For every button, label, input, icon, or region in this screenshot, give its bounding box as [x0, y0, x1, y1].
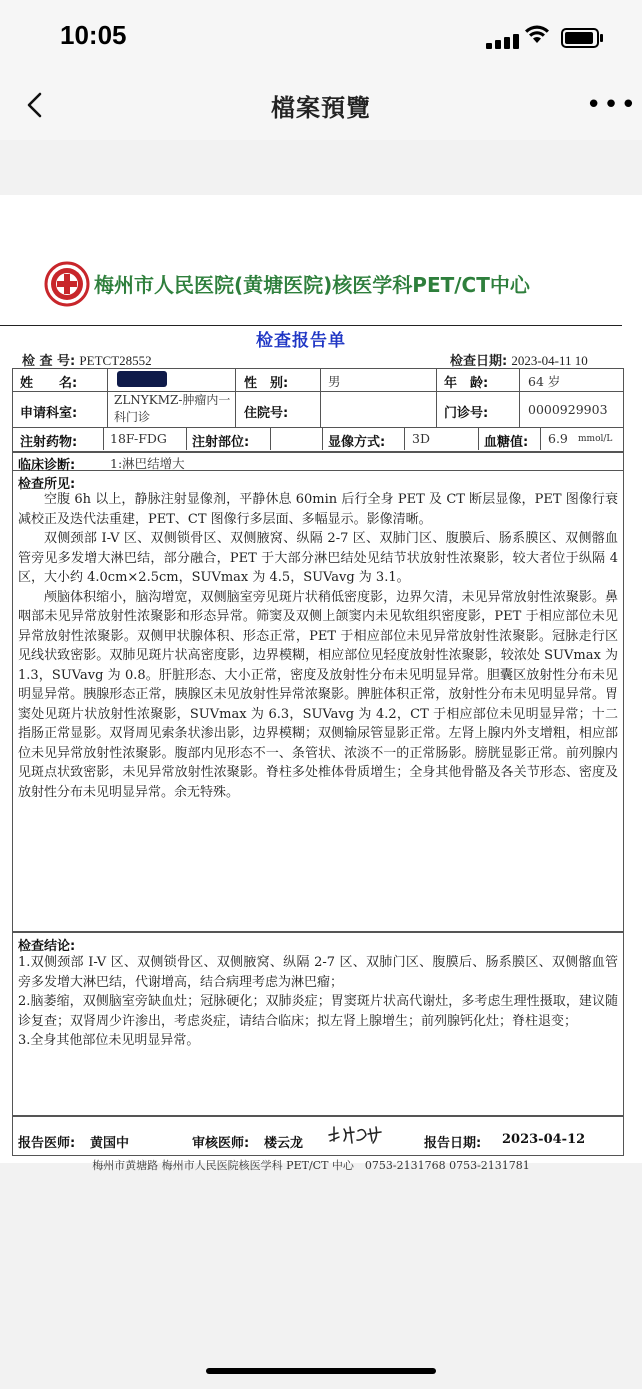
- age-label: 年 龄:: [444, 376, 489, 391]
- hospital-logo-icon: [44, 261, 90, 307]
- findings-text: [18, 490, 618, 802]
- status-time: 10:05: [60, 20, 127, 50]
- hospital-name: 梅州市人民医院(黄塘医院)核医学科PET/CT中心: [94, 273, 530, 297]
- dept-value: ZLNYKMZ-肿瘤内一科门诊: [114, 393, 231, 424]
- report-title: 检查报告单: [256, 331, 346, 351]
- footer-address: 梅州市黄塘路 梅州市人民医院核医学科 PET/CT 中心 0753-2131768 0753-2131781: [92, 1159, 530, 1172]
- reviewer: 楼云龙: [264, 1136, 304, 1151]
- document-preview[interactable]: [0, 195, 642, 1172]
- report-date-label: 报告日期:: [424, 1136, 482, 1151]
- page-title: 檔案預覽: [271, 94, 371, 122]
- diagnosis-value: 1:淋巴结增大: [110, 456, 185, 471]
- exam-number-value: PETCT28552: [79, 353, 152, 368]
- glucose-value: 6.9: [548, 431, 568, 446]
- conclusion-label: 检查结论:: [18, 939, 76, 954]
- findings-paragraph: 空腹 6h 以上，静脉注射显像剂，平静休息 60min 后行全身 PET 及 CT 断层显像，PET 图像行衰减校正及迭代法重建，PET、CT 图像行多层面、多幅显示。影像清晰。: [18, 492, 618, 527]
- conclusion-item: 3.全身其他部位未见明显异常。: [18, 1033, 200, 1048]
- exam-date-label: 检查日期:: [450, 354, 508, 369]
- handwritten-signature: [326, 1123, 386, 1147]
- conclusion-text: [18, 953, 618, 1051]
- drug-value: 18F-FDG: [110, 431, 167, 446]
- drug-label: 注射药物:: [20, 435, 78, 450]
- glucose-unit: mmol/L: [578, 434, 613, 444]
- findings-paragraph: 颅脑体积缩小，脑沟增宽，双侧脑室旁见斑片状稍低密度影，边界欠清，未见异常放射性浓聚影。鼻咽部未见异常放射性浓聚影和形态异常。筛窦及双侧上颌窦内未见软组织密度影，PET 于相应部位未见异常放射性浓聚影。双侧甲状腺体积、形态正常，PET 于相应部位未见异常放射性浓聚影。冠脉走行区见线状致密影。双肺见斑片状高密度影，边界模糊，相应部位见轻度放射性浓聚影，较浓处 SUVmax 为 1.3，SUVavg 为 0.8。肝脏形态、大小正常，密度及放射性分布未见明显异常。胆囊区放射性分布未见明显异常。胰腺形态正常，胰腺区未见放射性异常浓聚影。脾脏体积正常，放射性分布未见明显异常。胃窦处见斑片状放射性浓聚影，SUVmax 为 6.3，SUVavg 为 4.2，CT 于相应部位未见明显异常；十二指肠正常显影。双肾周见索条状渗出影，边界模糊；双侧输尿管显影正常。左肾上腺内外支增粗，相应部位未见异常放射性浓聚影。腹部内见形态不一、条管状、浓淡不一的正常肠影。膀胱显影正常。前列腺内见斑点状致密影，未见异常放射性浓聚影。脊柱多处椎体骨质增生；全身其他骨骼及各关节形态、密度及放射性分布未见明显异常。余无特殊。: [18, 589, 618, 800]
- battery-icon: [561, 28, 599, 48]
- gender-label: 性 别:: [244, 376, 289, 391]
- findings-label: 检查所见:: [18, 477, 76, 492]
- conclusion-item: 2.脑萎缩，双侧脑室旁缺血灶；冠脉硬化；双肺炎症；胃窦斑片状高代谢灶，多考虑生理性摄取，建议随诊复查；双肾周少许渗出，考虑炎症，请结合临床；拟左肾上腺增生；前列腺钙化灶；脊柱退变；: [18, 994, 618, 1029]
- age-value: 64 岁: [528, 374, 561, 389]
- exam-date: [450, 350, 588, 369]
- glucose-label: 血糖值:: [484, 435, 529, 450]
- exam-number-label: 检 查 号:: [22, 354, 76, 369]
- outpatient-value: 0000929903: [528, 402, 608, 417]
- exam-date-value: 2023-04-11 10: [511, 353, 588, 368]
- navigation-bar: [0, 70, 642, 140]
- home-indicator[interactable]: [206, 1368, 436, 1374]
- mode-label: 显像方式:: [328, 435, 386, 450]
- report-date: 2023-04-12: [502, 1132, 586, 1147]
- report-doctor-label: 报告医师:: [18, 1136, 76, 1151]
- dept-label: 申请科室:: [20, 406, 78, 421]
- redacted-name: [117, 371, 167, 387]
- site-label: 注射部位:: [192, 435, 250, 450]
- report-doctor: 黄国中: [90, 1136, 130, 1151]
- findings-paragraph: 双侧颈部 I-V 区、双侧锁骨区、双侧腋窝、纵隔 2-7 区、双肺门区、腹膜后、肠系膜区、双侧髂血管旁见多发增大淋巴结，部分融合，PET 于大部分淋巴结处见结节状放射性浓聚影，较大者位于纵隔 4 区，大小约 4.0cm×2.5cm，SUVmax 为 4.5，SUVavg 为 3.1。: [18, 531, 618, 585]
- reviewer-label: 审核医师:: [192, 1136, 250, 1151]
- mode-value: 3D: [412, 431, 430, 446]
- more-options-icon[interactable]: •••: [586, 90, 639, 120]
- outpatient-label: 门诊号:: [444, 406, 489, 421]
- cellular-signal-icon: [486, 30, 522, 49]
- exam-number: [22, 350, 152, 369]
- wifi-icon: [524, 24, 550, 44]
- diagnosis-label: 临床诊断:: [18, 458, 76, 473]
- inpatient-label: 住院号:: [244, 406, 289, 421]
- status-bar: [0, 0, 642, 70]
- name-label: 姓 名:: [20, 376, 78, 391]
- conclusion-item: 1.双侧颈部 I-V 区、双侧锁骨区、双侧腋窝、纵隔 2-7 区、双肺门区、腹膜后、肠系膜区、双侧髂血管旁多发增大淋巴结，代谢增高，结合病理考虑为淋巴瘤；: [18, 955, 618, 990]
- gender-value: 男: [328, 374, 341, 389]
